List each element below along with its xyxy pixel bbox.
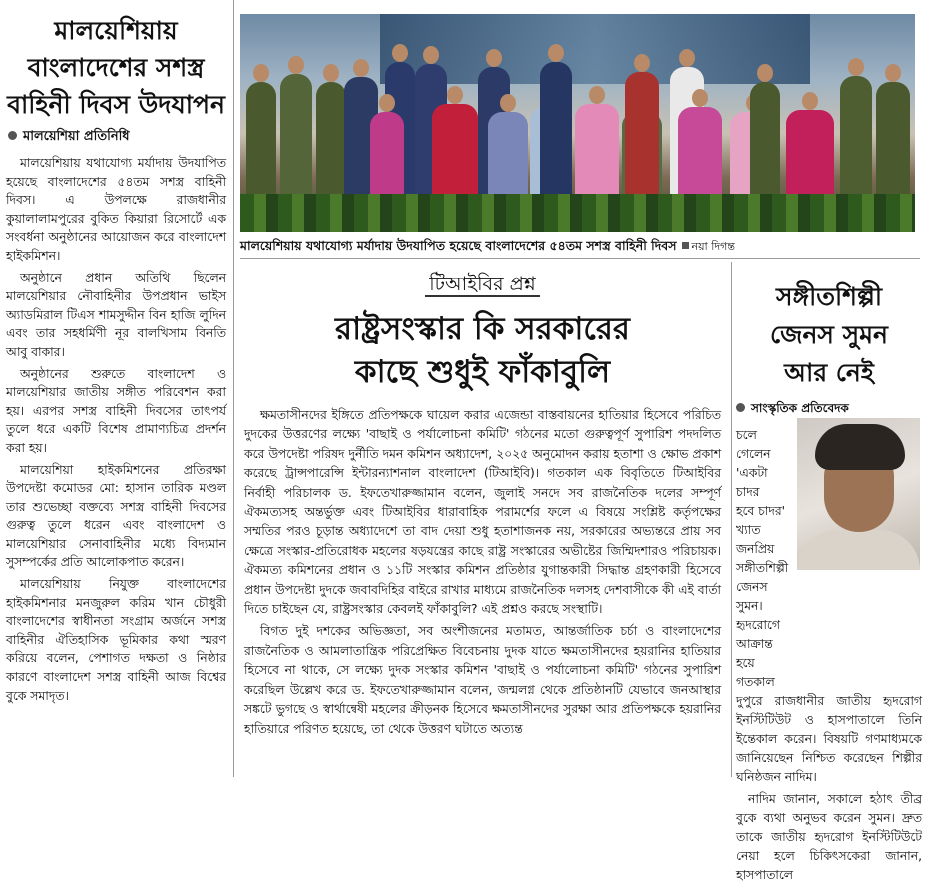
left-headline bbox=[4, 12, 228, 123]
right-paragraph: নাদিম জানান, সকালে হঠাৎ তীব্র বুকে ব্যথা অনুভব করেন সুমন। দ্রুত তাকে জাতীয় হৃদরোগ ইনস্টিটিউটে নেয়া হলে চিকিৎসকেরা জানান, হাসপাতালে bbox=[736, 792, 922, 882]
main-kicker-text: টিআইবির প্রশ্ন bbox=[425, 273, 539, 297]
left-headline-line: মালয়েশিয়ায় bbox=[54, 16, 178, 45]
right-headline-line: আর নেই bbox=[784, 358, 874, 387]
right-headline bbox=[736, 278, 922, 392]
bullet-icon bbox=[736, 403, 745, 412]
event-photo bbox=[240, 14, 915, 232]
portrait-hair bbox=[815, 424, 905, 470]
left-paragraph: মালয়েশিয়া হাইকমিশনের প্রতিরক্ষা উপদেষ্টা কমোডর মো: হাসান তারিক মণ্ডল তার শুভেচ্ছা বক্তব্যে সশস্ত্র বাহিনী দিবসের গুরুত্ব তুলে ধরেন এবং বাংলাদেশ ও মালয়েশিয়ার সেনাবাহিনীর মধ্যে বিদ্যমান সুসম্পর্কের প্রতি আলোকপাত করেন। bbox=[6, 462, 226, 570]
right-wrap-line: খ্যাত জনপ্রিয় bbox=[736, 523, 775, 556]
singer-portrait bbox=[797, 418, 920, 570]
main-paragraph: ক্ষমতাসীনদের ইঙ্গিতে প্রতিপক্ষকে ঘায়েল করার এজেন্ডা বাস্তবায়নের হাতিয়ার হিসেবে পরিচিত দুদকের উত্তরণের লক্ষ্যে 'বাছাই ও পর্যালোচনা কমিটি' গঠনের মতো গুরুত্বপূর্ণ সুপারিশ পদদলিত করে উপদেষ্টা পরিষদ দুর্নীতি দমন কমিশন অধ্যাদেশ, ২০২৫ অনুমোদন করায় হতাশা ও ক্ষোভ প্রকাশ করেছে ট্রান্সপারেন্সি ইন্টারন্যাশনাল বাংলাদেশ (টিআইবি)। গতকাল এক বিবৃতিতে টিআইবির নির্বাহী পরিচালক ড. ইফতেখারুজ্জামান বলেন, জুলাই সনদে সব রাজনৈতিক দলের সম্পূর্ণ ঐকমত্যসহ অন্তর্ভুক্ত এবং টিআইবির ধারাবাহিক পরামর্শের ফলে এ বিষয়ে সংশ্লিষ্ট কর্তৃপক্ষের সম্মতির পরও চূড়ান্ত অধ্যাদেশে তা বাদ দেয়া শুধু হতাশাজনক নয়, সরকারের অভ্যন্তরে প্রায় সব ক্ষেত্রে সংস্কার-প্রতিরোধক মহলের ষড়যন্ত্রের কাছে রাষ্ট্র সংস্কারের অভীষ্টের জিম্মিদশারও পরিচায়ক। ঐকমত্য কমিশনের প্রধান ও ১১টি সংস্কার কমিশন প্রতিষ্ঠার যুগান্তকারী সিদ্ধান্ত গ্রহণকারী হিসেবে প্রধান উপদেষ্টা দুদকে জবাবদিহির বাইরে রাখার মাধ্যমে রাজনৈতিক দলসহ দেশবাসীকে কী এই বার্তা দিতে চাইছেন যে, রাষ্ট্রসংস্কার কেবলই ফাঁকাবুলি? এই প্রশ্নও করছে সংস্থাটি। bbox=[244, 408, 721, 617]
main-headline bbox=[240, 308, 725, 394]
left-headline-line: বাংলাদেশের সশস্ত্র bbox=[27, 53, 205, 82]
left-article bbox=[0, 0, 232, 777]
left-paragraph: অনুষ্ঠানে প্রধান অতিথি ছিলেন মালয়েশিয়ার নৌবাহিনীর উপপ্রধান ভাইস অ্যাডমিরাল টিএস শামসুদ্দীন বিন হাজি লুদিন এবং তার সহধর্মিণী নূর বালখিসাম বিনতি আবু বাকার। bbox=[6, 270, 226, 359]
right-body bbox=[736, 692, 922, 885]
right-wrap-line: চলে গেলেন bbox=[736, 428, 771, 461]
main-headline-line: রাষ্ট্রসংস্কার কি সরকারের bbox=[335, 311, 630, 347]
right-wrap-line: আক্রান্ত হয়ে bbox=[736, 637, 773, 670]
column-divider bbox=[731, 262, 732, 777]
right-article bbox=[736, 266, 922, 888]
left-body bbox=[6, 154, 226, 705]
main-kicker bbox=[240, 270, 725, 302]
main-paragraph: বিগত দুই দশকের অভিজ্ঞতা, সব অংশীজনের মতামত, আন্তর্জাতিক চর্চা ও বাংলাদেশের রাজনৈতিক ও আমলাতান্ত্রিক পরিপ্রেক্ষিত বিবেচনায় দুদক যাতে ক্ষমতাসীনদের হয়রানির হাতিয়ার হিসেবে না থাকে, সে লক্ষ্যে দুদক সংস্কার কমিশন 'বাছাই ও পর্যালোচনা কমিটি' গঠনের সুপারিশ করেছিল উল্লেখ করে ড. ইফতেখারুজ্জামান বলেন, জন্মলগ্ন থেকে প্রতিষ্ঠানটি যেভাবে জনআস্থার সঙ্কটে ভুগছে ও স্বার্থান্বেষী মহলের ক্রীড়নক হিসেবে ক্ষমতাসীনদের সুরক্ষা আর প্রতিপক্ষকে হয়রানির হাতিয়ারে পরিণত হয়েছে, তা থেকে উত্তরণ ঘটাতে অত্যন্ত bbox=[244, 624, 721, 736]
right-wrap-line: হবে চাদর' bbox=[736, 504, 785, 518]
main-body bbox=[244, 406, 721, 739]
right-headline-line: সঙ্গীতশিল্পী bbox=[776, 282, 882, 311]
left-paragraph: মালয়েশিয়ায় নিযুক্ত বাংলাদেশের হাইকমিশনার মনজুরুল করিম খান চৌধুরী বাংলাদেশের স্বাধীনতা সংগ্রাম অর্জনে সশস্ত্র বাহিনীর ঐতিহাসিক ভূমিকার কথা স্মরণ করিয়ে বলেন, পেশাগত দক্ষতা ও নিষ্ঠার কারণে বাংলাদেশ সশস্ত্র বাহিনী আজ বিশ্বের বুকে সমাদৃত। bbox=[6, 577, 226, 703]
left-headline-line: বাহিনী দিবস উদযাপন bbox=[7, 90, 225, 119]
photo-caption-text: মালয়েশিয়ায় যথাযোগ্য মর্যাদায় উদযাপিত হয়েছে বাংলাদেশের ৫৪তম সশস্ত্র বাহিনী দিবস bbox=[240, 238, 677, 253]
plant-border bbox=[240, 194, 915, 232]
main-headline-line: কাছে শুধুই ফাঁকাবুলি bbox=[354, 354, 611, 390]
column-divider bbox=[233, 0, 234, 777]
bullet-icon bbox=[8, 131, 17, 140]
left-paragraph: অনুষ্ঠানের শুরুতে বাংলাদেশ ও মালয়েশিয়ার জাতীয় সঙ্গীত পরিবেশন করা হয়। এরপর সশস্ত্র বাহিনী দিবসের তাৎপর্য তুলে ধরে একটি বিশেষ প্রামাণ্যচিত্র প্রদর্শন করা হয়। bbox=[6, 366, 226, 455]
left-paragraph: মালয়েশিয়ায় যথাযোগ্য মর্যাদায় উদযাপিত হয়েছে বাংলাদেশের ৫৪তম সশস্ত্র বাহিনী দিবস। এ উপলক্ষে রাজধানীর কুয়ালালামপুরের বুকিত কিয়ারা রিসোর্টে এক সংবর্ধনা অনুষ্ঠানের আয়োজন করে বাংলাদেশ হাইকমিশন। bbox=[6, 156, 226, 263]
right-wrap-line: সঙ্গীতশিল্পী bbox=[736, 561, 789, 575]
right-wrap-line: 'একটা চাদর bbox=[736, 466, 768, 499]
photo-credit: নয়া দিগন্ত bbox=[691, 240, 735, 253]
portrait-shirt bbox=[797, 530, 920, 570]
left-byline bbox=[8, 127, 228, 148]
right-wrap-line: গতকাল bbox=[736, 675, 775, 689]
horizontal-divider bbox=[240, 258, 920, 259]
left-byline-text: মালয়েশিয়া প্রতিনিধি bbox=[23, 129, 130, 144]
right-wrap-line: হৃদরোগে bbox=[736, 618, 780, 632]
square-bullet-icon bbox=[682, 242, 689, 249]
right-wrap-text bbox=[736, 426, 792, 692]
right-headline-line: জেনস সুমন bbox=[770, 320, 888, 349]
right-paragraph: দুপুরে রাজধানীর জাতীয় হৃদরোগ ইনস্টিটিউট ও হাসপাতালে তিনি ইন্তেকাল করেন। বিষয়টি গণমাধ্যমকে জানিয়েছেন নিশ্চিত করেছেন শিল্পীর ঘনিষ্ঠজন নাদিম। bbox=[736, 694, 922, 784]
photo-caption bbox=[240, 238, 920, 258]
right-wrap-line: জেনস সুমন। bbox=[736, 580, 768, 613]
right-byline bbox=[736, 400, 922, 420]
main-article bbox=[240, 266, 725, 742]
right-byline-text: সাংস্কৃতিক প্রতিবেদক bbox=[751, 401, 849, 415]
